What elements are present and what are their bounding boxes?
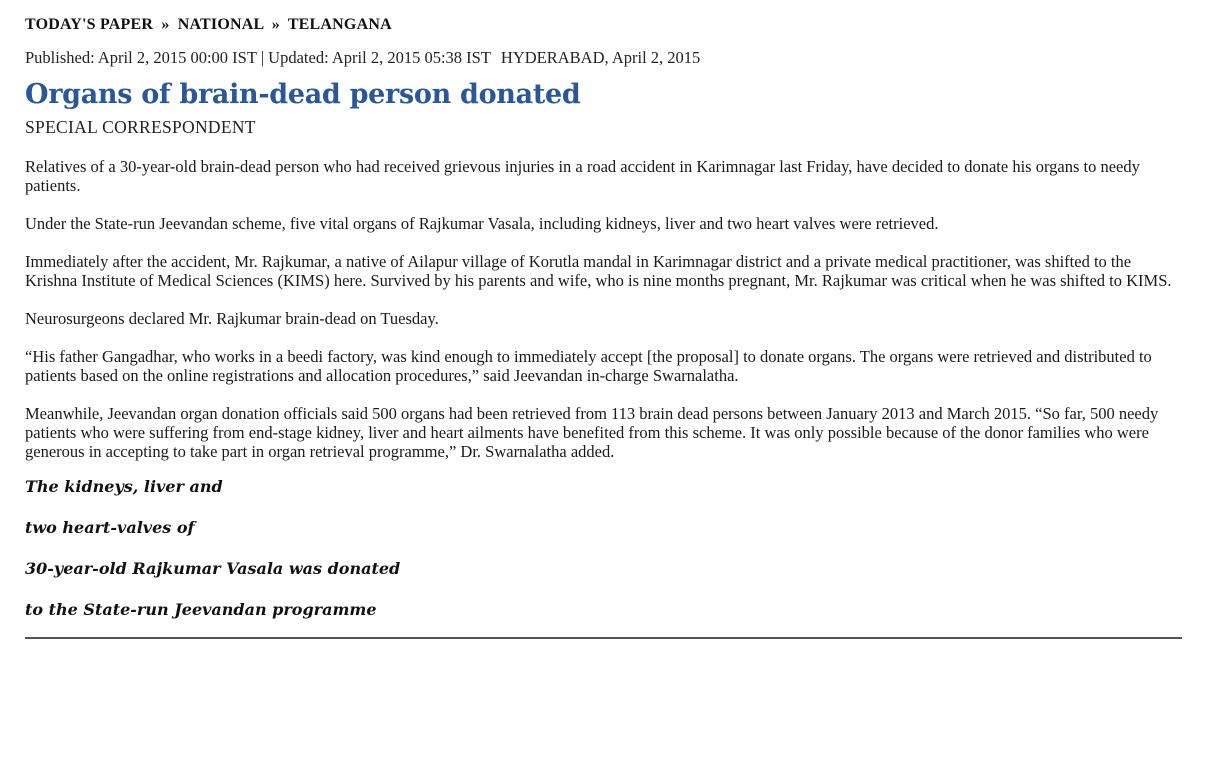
article-meta (25, 48, 1180, 68)
breadcrumb-separator: » (161, 16, 170, 33)
highlight-line: two heart-valves of (25, 518, 195, 537)
bottom-divider (25, 637, 1182, 639)
breadcrumb-national[interactable]: NATIONAL (177, 16, 264, 33)
article-highlight (25, 477, 1180, 620)
article-byline: SPECIAL CORRESPONDENT (25, 117, 256, 137)
breadcrumb-telangana[interactable]: TELANGANA (287, 16, 392, 33)
highlight-line: to the State-run Jeevandan programme (25, 600, 377, 619)
article-paragraph: “His father Gangadhar, who works in a beedi factory, was kind enough to immediately accept [the proposal] to donate organs. The organs were retrieved and distributed to patients based on the online registrations and allocation procedures,” said Jeevandan in-charge Swarnalatha. (25, 347, 1152, 385)
highlight-line: The kidneys, liver and (25, 477, 223, 496)
dateline: HYDERABAD, April 2, 2015 (500, 48, 701, 67)
breadcrumb (25, 12, 1180, 38)
highlight-line: 30-year-old Rajkumar Vasala was donated (25, 559, 401, 578)
article-body (25, 157, 1180, 461)
publish-timestamps: Published: April 2, 2015 00:00 IST | Updated: April 2, 2015 05:38 IST (25, 48, 491, 67)
article-paragraph: Relatives of a 30-year-old brain-dead person who had received grievous injuries in a road accident in Karimnagar last Friday, have decided to donate his organs to needy patients. (25, 157, 1140, 195)
article-paragraph: Under the State-run Jeevandan scheme, five vital organs of Rajkumar Vasala, including kidneys, liver and two heart valves were retrieved. (25, 214, 939, 233)
article-paragraph: Meanwhile, Jeevandan organ donation officials said 500 organs had been retrieved from 113 brain dead persons between January 2013 and March 2015. “So far, 500 needy patients who were suffering from end-stage kidney, liver and heart ailments have benefited from this scheme. It was only possible because of the donor families who were generous in accepting to take part in organ retrieval programme,” Dr. Swarnalatha added. (25, 404, 1159, 461)
breadcrumb-todays-paper[interactable]: TODAY'S PAPER (25, 16, 154, 33)
breadcrumb-separator: » (271, 16, 280, 33)
article-paragraph: Neurosurgeons declared Mr. Rajkumar brain-dead on Tuesday. (25, 309, 439, 328)
article-headline: Organs of brain-dead person donated (25, 79, 581, 110)
article-paragraph: Immediately after the accident, Mr. Rajkumar, a native of Ailapur village of Korutla mandal in Karimnagar district and a private medical practitioner, was shifted to the Krishna Institute of Medical Sciences (KIMS) here. Survived by his parents and wife, who is nine months pregnant, Mr. Rajkumar was critical when he was shifted to KIMS. (25, 252, 1172, 290)
